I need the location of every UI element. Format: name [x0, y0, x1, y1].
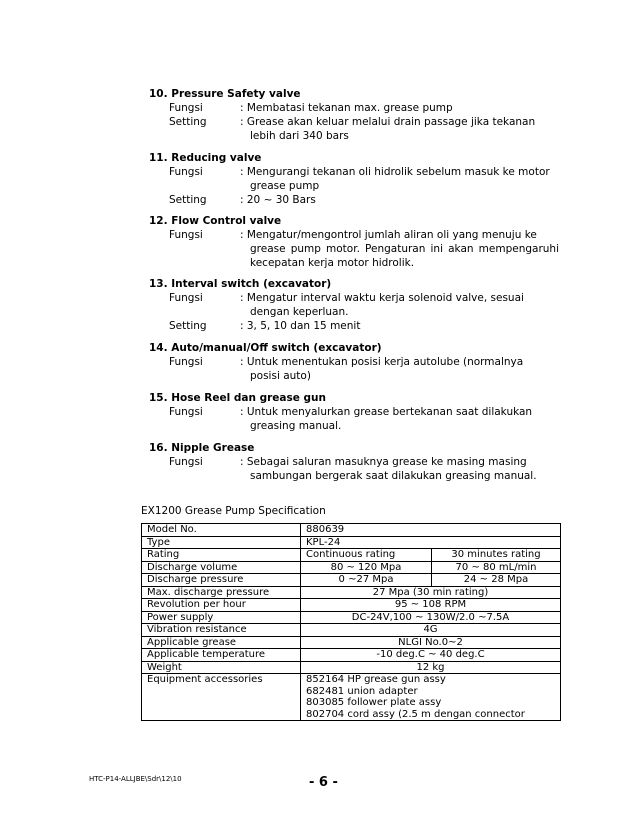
- row-label: Fungsi: [169, 356, 203, 368]
- row-fungsi: [149, 405, 559, 419]
- section-title: 13. Interval switch (excavator): [149, 278, 332, 290]
- section-title: 15. Hose Reel dan grease gun: [149, 392, 326, 404]
- spec-label: Weight: [142, 661, 301, 674]
- row-label-spacer: [149, 419, 240, 433]
- row-text-cont: sambungan bergerak saat dilakukan greasing manual.: [250, 470, 537, 482]
- table-row: [142, 524, 561, 537]
- accessory-item: 802704 cord assy (2.5 m dengan connector: [306, 708, 525, 720]
- spec-label: Power supply: [142, 611, 301, 624]
- accessory-item: 852164 HP grease gun assy: [306, 674, 446, 685]
- section-title: 10. Pressure Safety valve: [149, 88, 301, 100]
- row-fungsi: [149, 228, 559, 242]
- spec-label: Type: [142, 536, 301, 549]
- row-text-cont: dengan keperluan.: [250, 306, 349, 318]
- row-continuation: [149, 179, 559, 193]
- accessory-item: 682481 union adapter: [306, 685, 418, 697]
- spec-label: Rating: [142, 549, 301, 562]
- row-fungsi: [149, 291, 559, 305]
- row-text-cont: lebih dari 340 bars: [250, 130, 349, 142]
- table-row: [142, 636, 561, 649]
- spec-label: Applicable temperature: [142, 649, 301, 662]
- spec-value: 4G: [301, 624, 561, 637]
- row-text: : Untuk menyalurkan grease bertekanan saat dilakukan: [240, 406, 533, 418]
- spec-table: [141, 523, 561, 721]
- row-setting: [149, 319, 559, 333]
- spec-value: 95 ~ 108 RPM: [301, 599, 561, 612]
- section-flow-control-valve: [149, 214, 559, 270]
- row-label: Fungsi: [169, 406, 203, 418]
- row-label-spacer: [149, 469, 240, 483]
- row-text: : Mengurangi tekanan oli hidrolik sebelum masuk ke motor: [240, 166, 550, 178]
- table-row: [142, 586, 561, 599]
- row-fungsi: [149, 355, 559, 369]
- spec-table-title: EX1200 Grease Pump Specification: [141, 505, 326, 517]
- spec-value: 24 ~ 28 Mpa: [432, 574, 561, 587]
- spec-label: Model No.: [142, 524, 301, 537]
- table-row: [142, 561, 561, 574]
- row-label: Fungsi: [169, 456, 203, 468]
- spec-value: 12 kg: [301, 661, 561, 674]
- section-reducing-valve: [149, 151, 559, 207]
- table-row: [142, 536, 561, 549]
- accessory-item: 803085 follower plate assy: [306, 697, 442, 708]
- row-text-cont: grease pump: [250, 180, 320, 192]
- spec-label: Equipment accessories: [142, 674, 301, 721]
- spec-label: Max. discharge pressure: [142, 586, 301, 599]
- row-label: Setting: [169, 194, 207, 206]
- footer-doc-code: HTC-P14-ALLJBE\Sdr\12\10: [89, 775, 182, 783]
- spec-value: 70 ~ 80 mL/min: [432, 561, 561, 574]
- row-continuation: [149, 129, 559, 143]
- spec-value: NLGI No.0~2: [301, 636, 561, 649]
- row-text-cont: greasing manual.: [250, 420, 342, 432]
- row-text: : Untuk menentukan posisi kerja autolube (normalnya: [240, 356, 524, 368]
- spec-value: 880639: [301, 524, 561, 537]
- table-row: [142, 611, 561, 624]
- spec-value-list: [301, 674, 561, 721]
- row-fungsi: [149, 101, 559, 115]
- section-title: 16. Nipple Grease: [149, 442, 255, 454]
- row-text-cont: grease pump motor. Pengaturan ini akan mempengaruhi kecepatan kerja motor hidrolik.: [250, 243, 559, 269]
- section-auto-manual-switch: [149, 341, 559, 383]
- row-label: Fungsi: [169, 292, 203, 304]
- spec-label: Vibration resistance: [142, 624, 301, 637]
- spec-value: KPL-24: [301, 536, 561, 549]
- row-fungsi: [149, 165, 559, 179]
- spec-value: Continuous rating: [301, 549, 432, 562]
- row-text: : Sebagai saluran masuknya grease ke masing masing: [240, 456, 527, 468]
- table-row: [142, 599, 561, 612]
- row-setting: [149, 193, 559, 207]
- row-text: : Grease akan keluar melalui drain passage jika tekanan: [240, 116, 536, 128]
- section-pressure-safety-valve: [149, 87, 559, 143]
- spec-value: -10 deg.C ~ 40 deg.C: [301, 649, 561, 662]
- row-label-spacer: [149, 369, 240, 383]
- row-label: Fungsi: [169, 166, 203, 178]
- row-label: Setting: [169, 320, 207, 332]
- section-hose-reel: [149, 391, 559, 433]
- section-title: 12. Flow Control valve: [149, 215, 282, 227]
- spec-label: Discharge pressure: [142, 574, 301, 587]
- spec-value: 80 ~ 120 Mpa: [301, 561, 432, 574]
- table-row: [142, 674, 561, 721]
- row-text: : 3, 5, 10 dan 15 menit: [240, 320, 361, 332]
- table-row: [142, 549, 561, 562]
- row-label-spacer: [149, 179, 240, 193]
- spec-label: Revolution per hour: [142, 599, 301, 612]
- spec-label: Discharge volume: [142, 561, 301, 574]
- row-text-cont: posisi auto): [250, 370, 311, 382]
- row-continuation: [149, 469, 559, 483]
- row-text: : Mengatur/mengontrol jumlah aliran oli yang menuju ke: [240, 229, 537, 241]
- row-continuation: [149, 242, 559, 270]
- row-continuation: [149, 305, 559, 319]
- row-continuation: [149, 369, 559, 383]
- spec-value: 27 Mpa (30 min rating): [301, 586, 561, 599]
- row-continuation: [149, 419, 559, 433]
- section-interval-switch: [149, 277, 559, 333]
- table-row: [142, 661, 561, 674]
- spec-value: 30 minutes rating: [432, 549, 561, 562]
- section-title: 11. Reducing valve: [149, 152, 262, 164]
- row-label-spacer: [149, 305, 240, 319]
- row-label-spacer: [149, 242, 240, 270]
- row-fungsi: [149, 455, 559, 469]
- table-row: [142, 574, 561, 587]
- row-setting: [149, 115, 559, 129]
- table-row: [142, 624, 561, 637]
- section-title: 14. Auto/manual/Off switch (excavator): [149, 342, 382, 354]
- table-row: [142, 649, 561, 662]
- row-label-spacer: [149, 129, 240, 143]
- spec-value: DC-24V,100 ~ 130W/2.0 ~7.5A: [301, 611, 561, 624]
- row-label: Fungsi: [169, 229, 203, 241]
- row-text: : 20 ~ 30 Bars: [240, 194, 316, 206]
- spec-label: Applicable grease: [142, 636, 301, 649]
- spec-value: 0 ~27 Mpa: [301, 574, 432, 587]
- section-nipple-grease: [149, 441, 559, 483]
- row-text: : Membatasi tekanan max. grease pump: [240, 102, 453, 114]
- page-number: - 6 -: [309, 775, 338, 790]
- row-label: Fungsi: [169, 102, 203, 114]
- row-label: Setting: [169, 116, 207, 128]
- row-text: : Mengatur interval waktu kerja solenoid valve, sesuai: [240, 292, 524, 304]
